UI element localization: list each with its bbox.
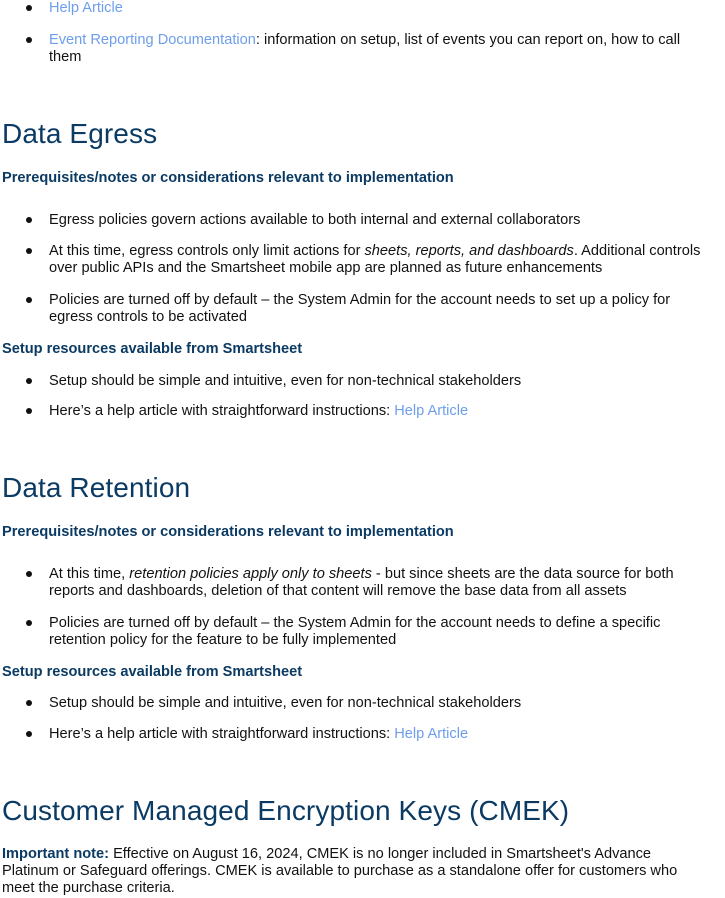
list-item — [49, 212, 725, 229]
retention-help-article-link[interactable]: Help Article — [394, 726, 469, 742]
important-note-label: Important note: — [2, 846, 110, 862]
retention-setup-heading: Setup resources available from Smartsheet — [2, 664, 303, 680]
list-item — [49, 695, 725, 712]
list-item — [49, 373, 725, 390]
list-item — [49, 32, 725, 66]
list-item — [49, 292, 725, 326]
bullet-dot — [26, 700, 32, 706]
egress-bullet-2-text: At this time, egress controls only limit actions for — [49, 243, 365, 259]
help-article-link[interactable]: Help Article — [49, 0, 123, 16]
egress-bullet-2-cont: over public APIs and the Smartsheet mobile app are planned as future enhancements — [49, 260, 603, 276]
list-item — [49, 615, 725, 649]
egress-bullet-1: Egress policies govern actions available to both internal and external collaborators — [49, 212, 581, 228]
retention-bullet-1-emphasis: retention policies apply only to sheets — [129, 566, 372, 582]
egress-bullet-3-cont: egress controls to be activated — [49, 309, 247, 325]
retention-bullet-2: Policies are turned off by default – the System Admin for the account needs to define a specific — [49, 615, 661, 631]
bullet-dot — [26, 5, 32, 11]
list-item — [49, 403, 725, 420]
cmek-note-text: Effective on August 16, 2024, CMEK is no longer included in Smartsheet's Advance — [109, 846, 652, 862]
egress-bullet-2-emphasis: sheets, reports, and dashboards — [364, 243, 574, 259]
list-item — [49, 726, 725, 743]
retention-prereq-heading: Prerequisites/notes or considerations relevant to implementation — [2, 524, 454, 540]
retention-bullet-1-text-post: - but since sheets are the data source for both — [371, 566, 674, 582]
cmek-heading: Customer Managed Encryption Keys (CMEK) — [2, 795, 570, 826]
bullet-dot — [26, 731, 32, 737]
bullet-dot — [26, 408, 32, 414]
event-reporting-link[interactable]: Event Reporting Documentation — [49, 32, 256, 48]
egress-help-article-link[interactable]: Help Article — [394, 403, 469, 419]
retention-setup-bullet-1: Setup should be simple and intuitive, even for non-technical stakeholders — [49, 695, 522, 711]
bullet-dot — [26, 571, 32, 577]
retention-bullet-1-cont: reports and dashboards, deletion of that content will remove the base data from all assets — [49, 583, 627, 599]
bullet-dot — [26, 248, 32, 254]
data-egress-heading: Data Egress — [2, 118, 158, 149]
list-item — [49, 566, 725, 600]
egress-setup-heading: Setup resources available from Smartsheet — [2, 341, 303, 357]
list-item — [49, 243, 725, 277]
cmek-note-text-3: meet the purchase criteria. — [2, 880, 175, 896]
egress-setup-bullet-1: Setup should be simple and intuitive, even for non-technical stakeholders — [49, 373, 522, 389]
retention-setup-bullet-2: Here’s a help article with straightforward instructions: — [49, 726, 395, 742]
bullet-dot — [26, 297, 32, 303]
retention-bullet-1-text: At this time, — [49, 566, 130, 582]
cmek-note — [2, 846, 722, 897]
retention-bullet-2-cont: retention policy for the feature to be fully implemented — [49, 632, 397, 648]
bullet-dot — [26, 378, 32, 384]
data-retention-heading: Data Retention — [2, 472, 191, 503]
egress-setup-bullet-2: Here’s a help article with straightforward instructions: — [49, 403, 395, 419]
egress-prereq-heading: Prerequisites/notes or considerations relevant to implementation — [2, 170, 454, 186]
event-reporting-desc-cont: them — [49, 49, 82, 65]
egress-bullet-3: Policies are turned off by default – the System Admin for the account needs to set up a policy for — [49, 292, 671, 308]
bullet-dot — [26, 217, 32, 223]
event-reporting-desc: : information on setup, list of events you can report on, how to call — [255, 32, 681, 48]
bullet-dot — [26, 37, 32, 43]
bullet-dot — [26, 620, 32, 626]
cmek-note-text-2: Platinum or Safeguard offerings. CMEK is available to purchase as a standalone offer for customers who — [2, 863, 678, 879]
egress-bullet-2-text-post: . Additional controls — [573, 243, 701, 259]
list-item — [49, 0, 725, 17]
